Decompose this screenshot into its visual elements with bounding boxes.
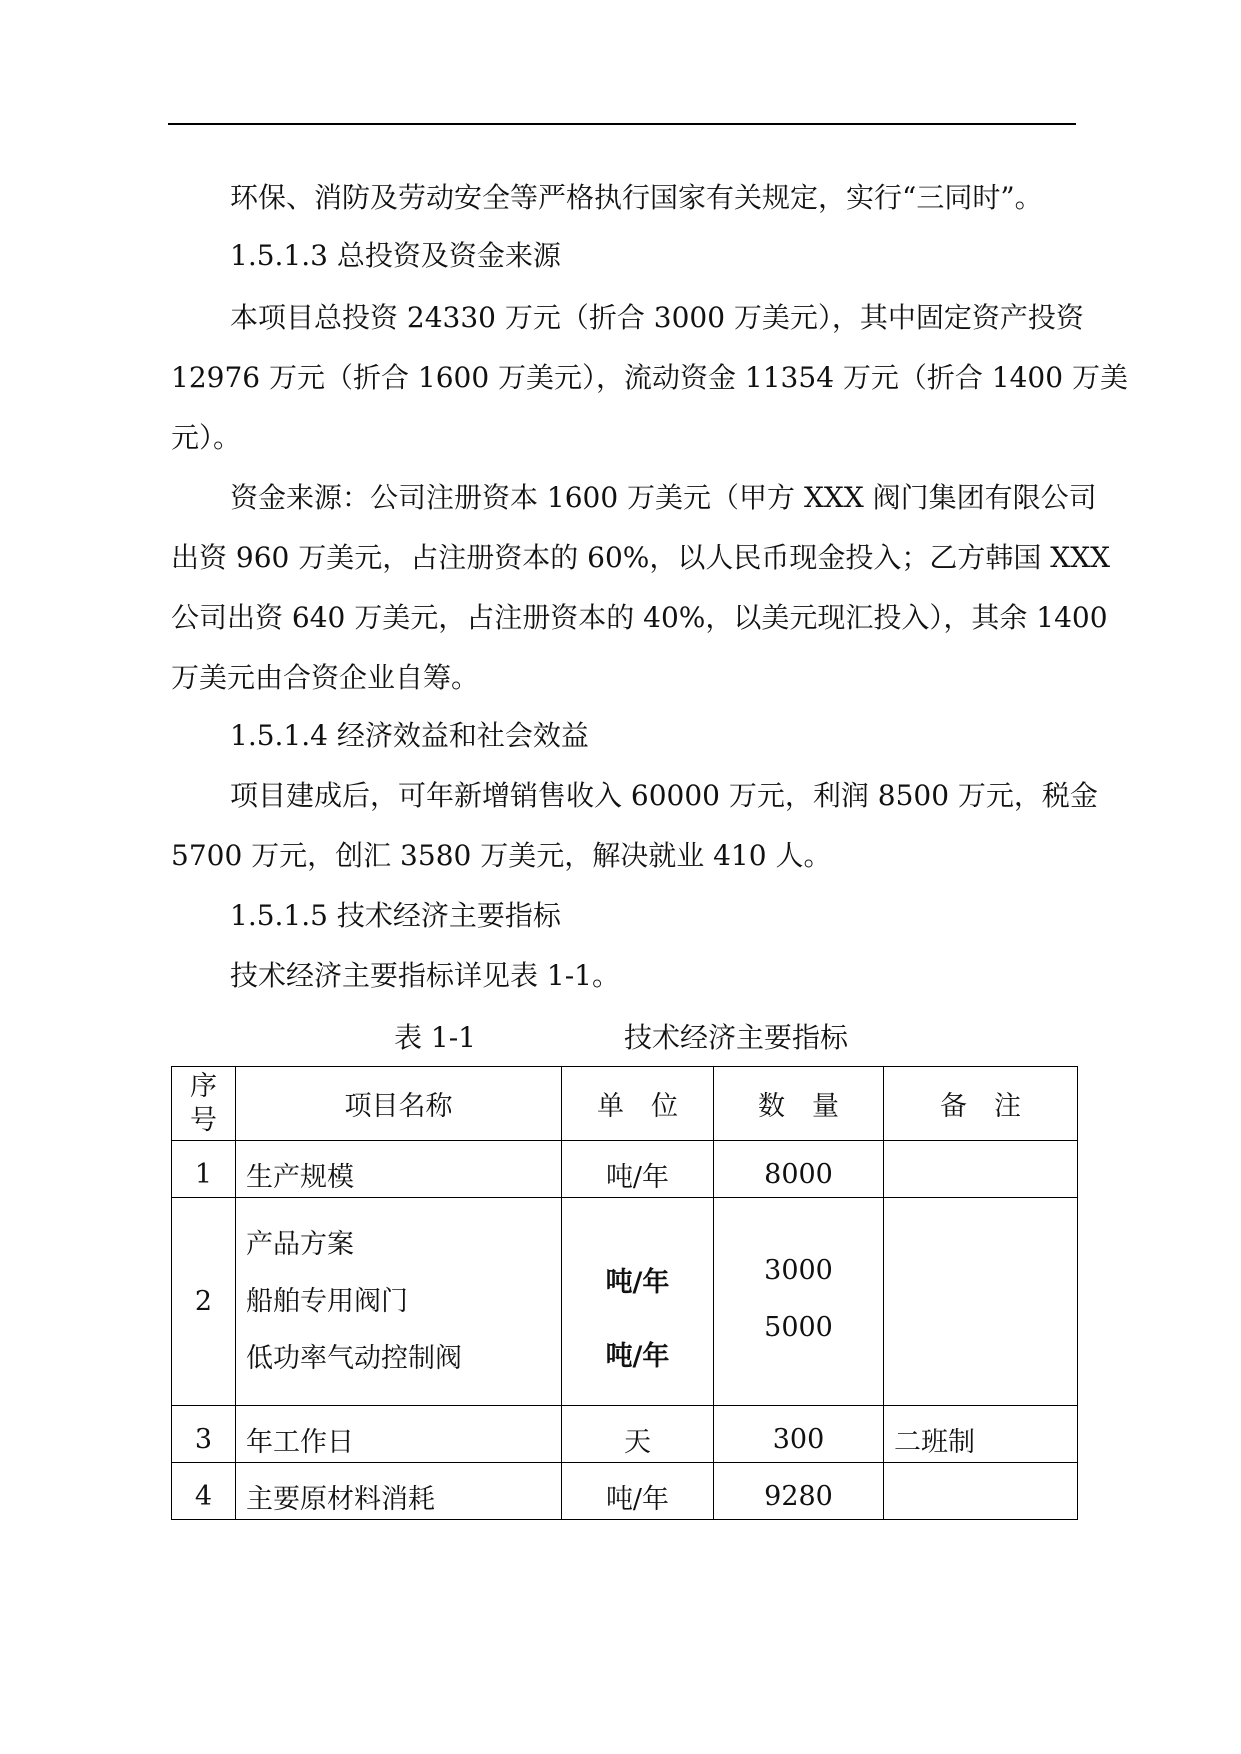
row-quantity-2: 5000	[764, 1312, 833, 1343]
row-remark	[884, 1198, 1078, 1406]
row-unit-2: 吨/年	[605, 1341, 670, 1372]
indicator-table	[171, 1066, 1078, 1520]
row-quantity: 8000	[714, 1141, 884, 1198]
table-row	[172, 1141, 1078, 1198]
paragraph-benefit-line1: 项目建成后，可年新增销售收入 60000 万元，利润 8500 万元，税金	[230, 779, 1098, 812]
row-remark	[884, 1463, 1078, 1520]
heading-1-5-1-5: 1.5.1.5 技术经济主要指标	[230, 899, 561, 932]
row-name: 主要原材料消耗	[236, 1463, 562, 1520]
paragraph-investment-line3: 元）。	[171, 421, 242, 454]
row-seq: 3	[172, 1406, 236, 1463]
header-rule	[168, 123, 1076, 125]
paragraph-funding-line1: 资金来源：公司注册资本 1600 万美元（甲方 XXX 阀门集团有限公司	[230, 481, 1097, 514]
row-quantity: 9280	[714, 1463, 884, 1520]
row-unit-group	[562, 1198, 714, 1406]
paragraph-funding-line3: 公司出资 640 万美元，占注册资本的 40%，以美元现汇投入），其余 1400	[171, 601, 1108, 634]
header-name: 项目名称	[236, 1067, 562, 1141]
row-quantity-1: 3000	[764, 1255, 833, 1286]
heading-1-5-1-4: 1.5.1.4 经济效益和社会效益	[230, 719, 589, 752]
row-seq: 2	[172, 1198, 236, 1406]
row-seq: 4	[172, 1463, 236, 1520]
row-unit: 吨/年	[562, 1463, 714, 1520]
paragraph-funding-line2: 出资 960 万美元，占注册资本的 60%，以人民币现金投入；乙方韩国 XXX	[171, 541, 1111, 574]
row-unit: 吨/年	[562, 1141, 714, 1198]
header-unit: 单 位	[562, 1067, 714, 1141]
paragraph-benefit-line2: 5700 万元，创汇 3580 万美元，解决就业 410 人。	[171, 839, 832, 872]
row-remark	[884, 1141, 1078, 1198]
paragraph-safety: 环保、消防及劳动安全等严格执行国家有关规定，实行“三同时”。	[230, 181, 1043, 214]
paragraph-table-ref: 技术经济主要指标详见表 1-1。	[230, 959, 620, 992]
row-quantity-group	[714, 1198, 884, 1406]
table-caption-title: 技术经济主要指标	[624, 1021, 849, 1054]
table-caption-number: 表 1-1	[394, 1021, 476, 1054]
heading-1-5-1-3: 1.5.1.3 总投资及资金来源	[230, 239, 561, 272]
paragraph-investment-line2: 12976 万元（折合 1600 万美元），流动资金 11354 万元（折合 1400 万美	[171, 361, 1128, 394]
table-row	[172, 1463, 1078, 1520]
header-remark: 备 注	[884, 1067, 1078, 1141]
table-row	[172, 1198, 1078, 1406]
row-remark: 二班制	[884, 1406, 1078, 1463]
row-quantity: 300	[714, 1406, 884, 1463]
row-unit-1: 吨/年	[605, 1267, 670, 1298]
row-unit: 天	[562, 1406, 714, 1463]
row-name: 年工作日	[236, 1406, 562, 1463]
row-seq: 1	[172, 1141, 236, 1198]
paragraph-investment-line1: 本项目总投资 24330 万元（折合 3000 万美元），其中固定资产投资	[230, 301, 1084, 334]
row-name-group	[236, 1198, 562, 1406]
paragraph-funding-line4: 万美元由合资企业自筹。	[171, 661, 480, 694]
header-seq	[172, 1067, 236, 1141]
row-sub-name-2: 低功率气动控制阀	[246, 1343, 462, 1374]
row-name: 产品方案	[246, 1229, 354, 1260]
header-seq-line2: 号	[190, 1104, 217, 1136]
row-name: 生产规模	[236, 1141, 562, 1198]
table-header-row	[172, 1067, 1078, 1141]
header-seq-line1: 序	[190, 1070, 217, 1102]
header-quantity: 数 量	[714, 1067, 884, 1141]
row-sub-name-1: 船舶专用阀门	[246, 1286, 408, 1317]
table-row	[172, 1406, 1078, 1463]
